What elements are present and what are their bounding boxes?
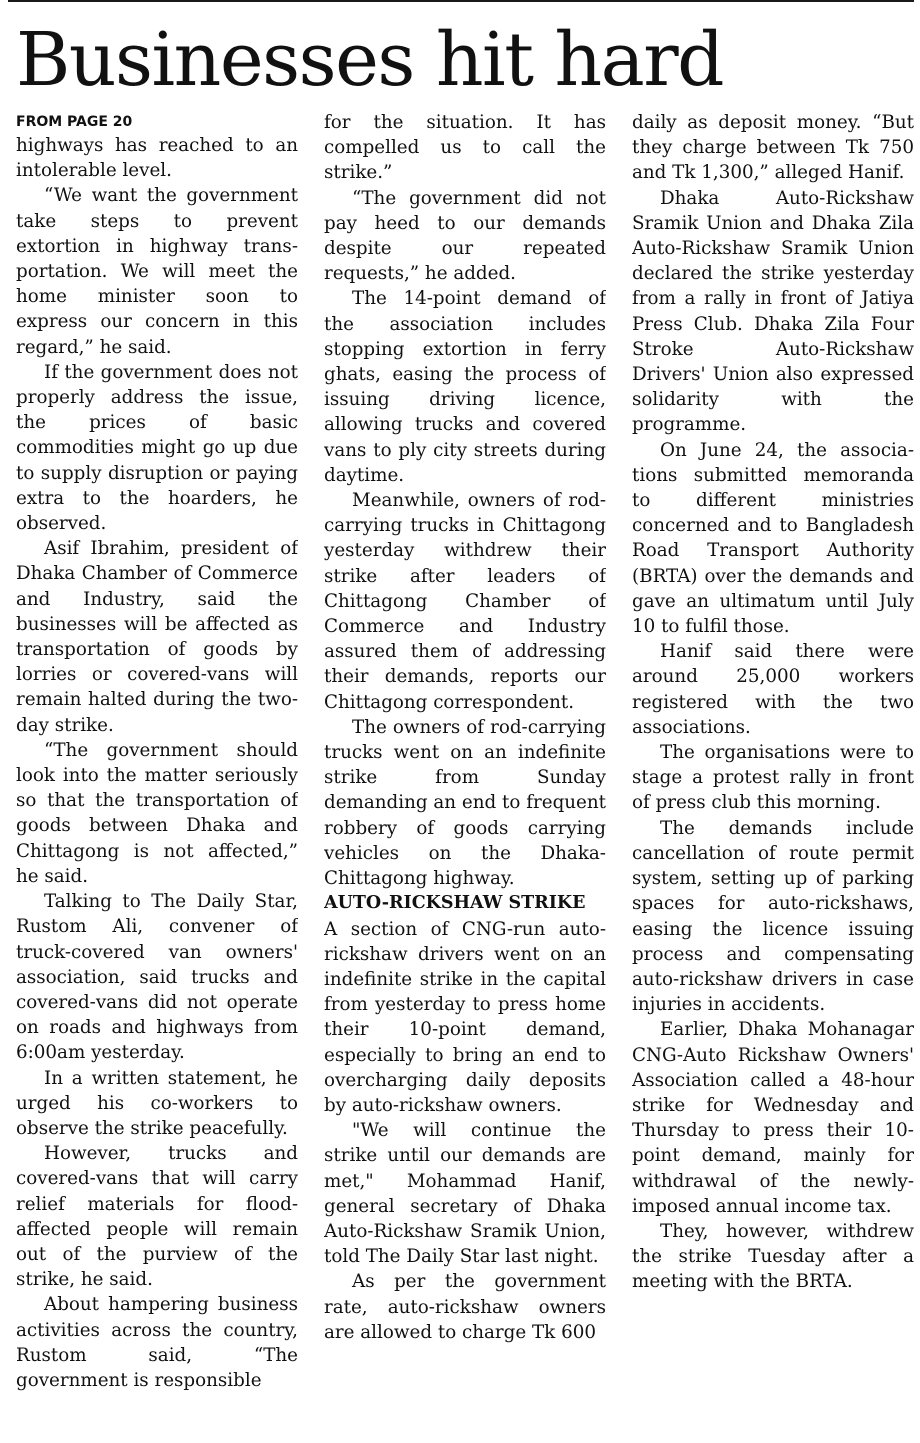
paragraph: If the government does not properly address the issue, the prices of basic commodities might go up due to supply disruption or paying extra to the hoarders, he observed. — [16, 361, 298, 535]
paragraph: “The government should look into the matter seriously so that the transportation of goods between Dhaka and Chittagong is not affected,” he said. — [16, 739, 298, 887]
paragraph: “We want the government take steps to prevent extortion in highway transportation. We will meet the home minister soon to express our concern in this regard,” he said. — [16, 185, 298, 358]
paragraph: The 14-point demand of the association includes stopping extortion in ferry ghats, easing the process of issuing driving licence, allowing trucks and covered vans to ply city streets during daytime. — [324, 288, 606, 486]
paragraph: A section of CNG-run auto-rickshaw drivers went on an indefinite strike in the capital from yesterday to press home their 10-point demand, especially to bring an end to overcharging daily deposits by auto-rickshaw owners. — [324, 918, 606, 1116]
paragraph: The demands include cancellation of route permit system, setting up of parking spaces for auto-rickshaws, easing the licence issuing process and compensating auto-rickshaw drivers in case injuries in accidents. — [632, 817, 914, 1016]
paragraph: Dhaka Auto-Rickshaw Sramik Union and Dhaka Zila Auto-Rickshaw Sramik Union declared the strike yesterday from a rally in front of Jatiya Press Club. Dhaka Zila Four Stroke Auto-Rickshaw Drivers' Union also expressed solidarity with the programme. — [632, 187, 914, 436]
paragraph: Meanwhile, owners of rod-carrying trucks in Chittagong yesterday withdrew their strike after leaders of Chittagong Chamber of Commerce and Industry assured them of addressing their demands, reports our Chittagong correspondent. — [324, 490, 606, 713]
paragraph: In a written statement, he urged his co-workers to observe the strike peacefully. — [16, 1067, 298, 1139]
paragraph: highways has reached to an intolerable level. — [16, 135, 298, 182]
column-3 — [632, 110, 914, 1443]
column-1 — [16, 110, 298, 1443]
paragraph: About hampering business activities across the country, Rustom said, “The government is responsible — [16, 1294, 298, 1391]
headline: Businesses hit hard — [16, 17, 723, 103]
paragraph: daily as deposit money. “But they charge between Tk 750 and Tk 1,300,” alleged Hanif. — [632, 112, 914, 184]
subhead-auto-rickshaw-strike: AUTO-RICKSHAW STRIKE — [324, 893, 586, 914]
paragraph: The organisations were to stage a protest rally in front of press club this morning. — [632, 742, 914, 814]
top-rule — [8, 0, 914, 2]
kicker-from-page: FROM PAGE 20 — [16, 114, 133, 130]
paragraph: Talking to The Daily Star, Rustom Ali, convener of truck-covered van owners' association, said trucks and covered-vans did not operate on roads and highways from 6:00am yesterday. — [16, 891, 298, 1064]
paragraph: "We will continue the strike until our demands are met," Mohammad Hanif, general secretary of Dhaka Auto-Rickshaw Sramik Union, told The Daily Star last night. — [324, 1120, 606, 1268]
paragraph: They, however, withdrew the strike Tuesday after a meeting with the BRTA. — [632, 1220, 914, 1293]
paragraph: The owners of rod-carrying trucks went on an indefinite strike from Sunday demanding an end to frequent robbery of goods carrying vehicles on the Dhaka-Chittagong highway. — [324, 716, 606, 890]
paragraph: Hanif said there were around 25,000 workers registered with the two associations. — [632, 641, 914, 738]
paragraph: Asif Ibrahim, president of Dhaka Chamber of Commerce and Industry, said the businesses will be affected as transportation of goods by lorries or covered-vans will remain halted during the two-day strike. — [16, 538, 298, 736]
paragraph: However, trucks and covered-vans that will carry relief materials for flood-affected people will remain out of the purview of the strike, he said. — [16, 1143, 298, 1291]
paragraph: On June 24, the associations submitted memoranda to different ministries concerned and to Bangladesh Road Transport Authority (BRTA) over the demands and gave an ultimatum until July 10 to fulfil those. — [632, 439, 914, 638]
column-2 — [324, 110, 606, 1443]
paragraph: “The government did not pay heed to our demands despite our repeated requests,” he added. — [324, 187, 606, 285]
paragraph: As per the government rate, auto-rickshaw owners are allowed to charge Tk 600 — [324, 1271, 606, 1343]
paragraph: Earlier, Dhaka Mohanagar CNG-Auto Rickshaw Owners' Association called a 48-hour strike for Wednesday and Thursday to press their 10-point demand, mainly for withdrawal of the newly-imposed annual income tax. — [632, 1019, 914, 1217]
paragraph: for the situation. It has compelled us to call the strike.” — [324, 112, 606, 184]
